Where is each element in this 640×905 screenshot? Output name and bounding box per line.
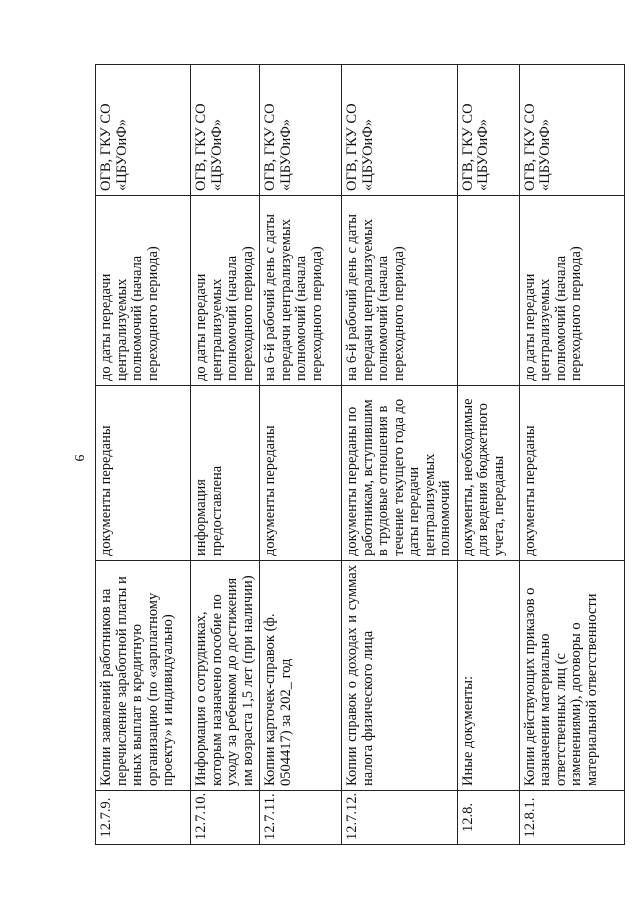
document-deadline: на 6-й рабочий день с даты передачи централизуемых полномочий (начала переходного периода) — [260, 196, 342, 386]
document-status: документы переданы по работникам, вступившим в трудовые отношения в течение текущего года до даты передачи централизуемых полномочий — [342, 386, 458, 561]
document-deadline — [457, 196, 519, 386]
table-row — [457, 65, 519, 845]
document-name: Копии справок о доходах и суммах налога физического лица — [342, 561, 458, 791]
document-name: Информация о сотрудниках, которым назначено пособие по уходу за ребенком до достижения им возраста 1,5 лет (при наличии) — [191, 561, 260, 791]
document-deadline: на 6-й рабочий день с даты передачи централизуемых полномочий (начала переходного периода) — [342, 196, 458, 386]
document-responsible: ОГВ, ГКУ СО «ЦБУОиФ» — [191, 65, 260, 196]
document-responsible: ОГВ, ГКУ СО «ЦБУОиФ» — [457, 65, 519, 196]
row-number: 12.7.10. — [191, 791, 260, 845]
table-row — [191, 65, 260, 845]
document-responsible: ОГВ, ГКУ СО «ЦБУОиФ» — [96, 65, 191, 196]
row-number: 12.7.12. — [342, 791, 458, 845]
document-status: документы переданы — [96, 386, 191, 561]
document-status: документы, необходимые для ведения бюджетного учета, переданы — [457, 386, 519, 561]
document-deadline: до даты передачи централизуемых полномочий (начала переходного периода) — [191, 196, 260, 386]
document-status: документы переданы — [260, 386, 342, 561]
page-number: 9 — [71, 454, 86, 462]
document-deadline: до даты передачи централизуемых полномочий (начала переходного периода) — [96, 196, 191, 386]
table-row — [96, 65, 191, 845]
document-deadline: до даты передачи централизуемых полномочий (начала переходного периода) — [519, 196, 624, 386]
document-status: документы переданы — [519, 386, 624, 561]
document-status: информация предоставлена — [191, 386, 260, 561]
document-name: Копии заявлений работников на перечисление заработной платы и иных выплат в кредитную организацию (по «зарплатному проекту» и индивидуально) — [96, 561, 191, 791]
document-name: Иные документы: — [457, 561, 519, 791]
documents-table — [95, 64, 625, 845]
table-row — [342, 65, 458, 845]
document-responsible: ОГВ, ГКУ СО «ЦБУОиФ» — [519, 65, 624, 196]
row-number: 12.7.9. — [96, 791, 191, 845]
document-name: Копии карточек-справок (ф. 0504417) за 202_ год — [260, 561, 342, 791]
row-number: 12.7.11. — [260, 791, 342, 845]
document-responsible: ОГВ, ГКУ СО «ЦБУОиФ» — [342, 65, 458, 196]
row-number: 12.8. — [457, 791, 519, 845]
table-row — [260, 65, 342, 845]
rotated-page — [95, 65, 605, 845]
table-row — [519, 65, 624, 845]
document-responsible: ОГВ, ГКУ СО «ЦБУОиФ» — [260, 65, 342, 196]
document-name: Копии действующих приказов о назначении материально ответственных лиц (с изменениями), договоры о материальной ответственности — [519, 561, 624, 791]
row-number: 12.8.1. — [519, 791, 624, 845]
